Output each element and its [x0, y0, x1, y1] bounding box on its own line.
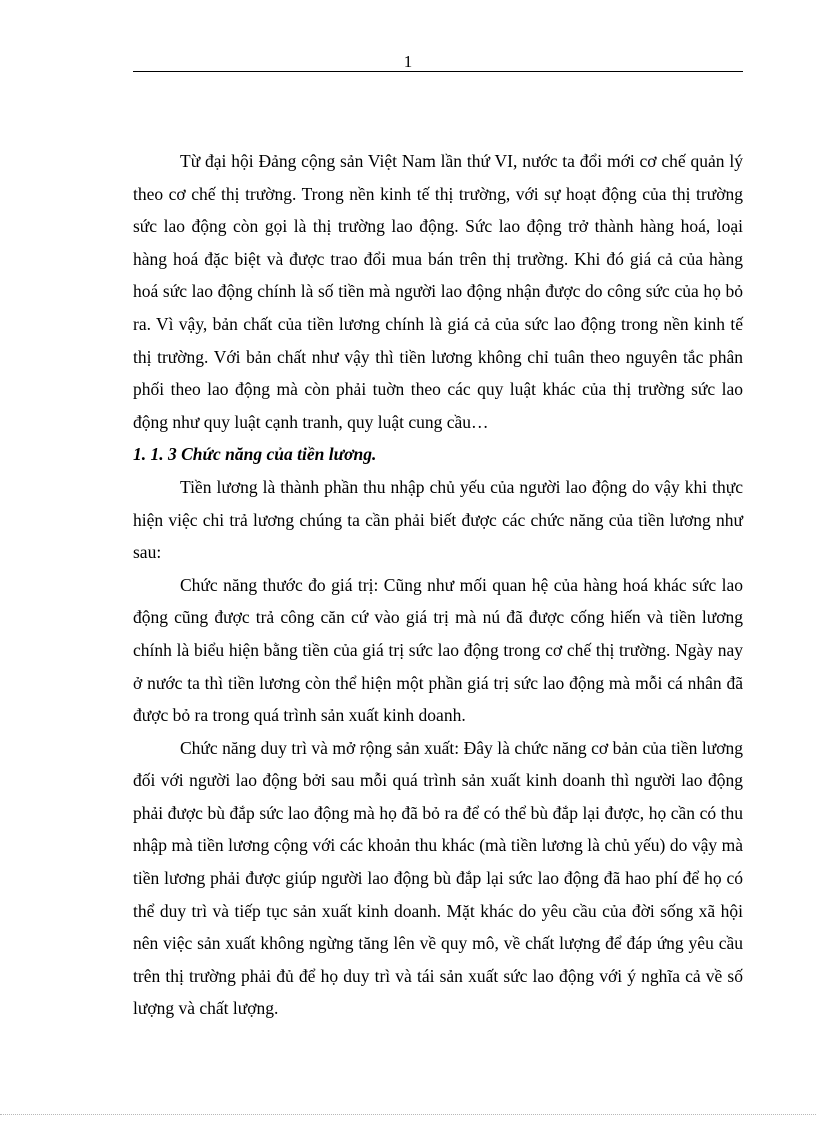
paragraph-value-measure-function: Chức năng thước đo giá trị: Cũng như mối quan hệ của hàng hoá khác sức lao động cũng được trả công căn cứ vào giá trị mà nú đã được cống hiến và tiền lương chính là biểu hiện bằng tiền của giá trị sức lao động trong cơ chế thị trường. Ngày nay ở nước ta thì tiền lương còn thể hiện một phần giá trị sức lao động mà mỗi cá nhân đã được bỏ ra trong quá trình sản xuất kinh doanh. — [133, 574, 743, 726]
paragraph-production-maintenance-function: Chức năng duy trì và mở rộng sản xuất: Đây là chức năng cơ bản của tiền lương đối với người lao động bởi sau mỗi quá trình sản xuất kinh doanh thì người lao động phải được bù đắp sức lao động mà họ đã bỏ ra để có thể bù đắp lại được, họ cần có thu nhập mà tiền lương cộng với các khoản thu khác (mà tiền lương là chủ yếu) do vậy mà tiền lương phải được giúp người lao động bù đắp lại sức lao động đã hao phí để họ có thể duy trì và tiếp tục sản xuất kinh doanh. Mặt khác do yêu cầu của đời sống xã hội nên việc sản xuất không ngừng tăng lên về quy mô, về chất lượng để đáp ứng yêu cầu trên thị trường phải đủ để họ duy trì và tái sản xuất sức lao động với ý nghĩa cả về số lượng và chất lượng. — [133, 737, 743, 1019]
page-bottom-dotted-border — [0, 1114, 816, 1115]
header-rule — [133, 71, 743, 72]
page-number: 1 — [403, 52, 413, 71]
document-body — [133, 145, 743, 1025]
section-heading: 1. 1. 3 Chức năng của tiền lương. — [133, 444, 377, 465]
paragraph-market-context: Từ đại hội Đảng cộng sản Việt Nam lần thứ VI, nước ta đổi mới cơ chế quản lý theo cơ chế thị trường. Trong nền kinh tế thị trường, với sự hoạt động của thị trường sức lao động còn gọi là thị trường lao động. Sức lao động trở thành hàng hoá, loại hàng hoá đặc biệt và được trao đổi mua bán trên thị trường. Khi đó giá cả của hàng hoá sức lao động chính là số tiền mà người lao động nhận được do công sức của họ bỏ ra. Vì vậy, bản chất của tiền lương chính là giá cả của sức lao động trong nền kinh tế thị trường. Với bản chất như vậy thì tiền lương không chỉ tuân theo nguyên tắc phân phối theo lao động mà còn phải tuờn theo các quy luật khác của thị trường sức lao động như quy luật cạnh tranh, quy luật cung cầu… — [133, 151, 743, 432]
paragraph-salary-functions-intro: Tiền lương là thành phần thu nhập chủ yếu của người lao động do vậy khi thực hiện việc chi trả lương chúng ta cần phải biết được các chức năng của tiền lương như sau: — [133, 476, 743, 563]
